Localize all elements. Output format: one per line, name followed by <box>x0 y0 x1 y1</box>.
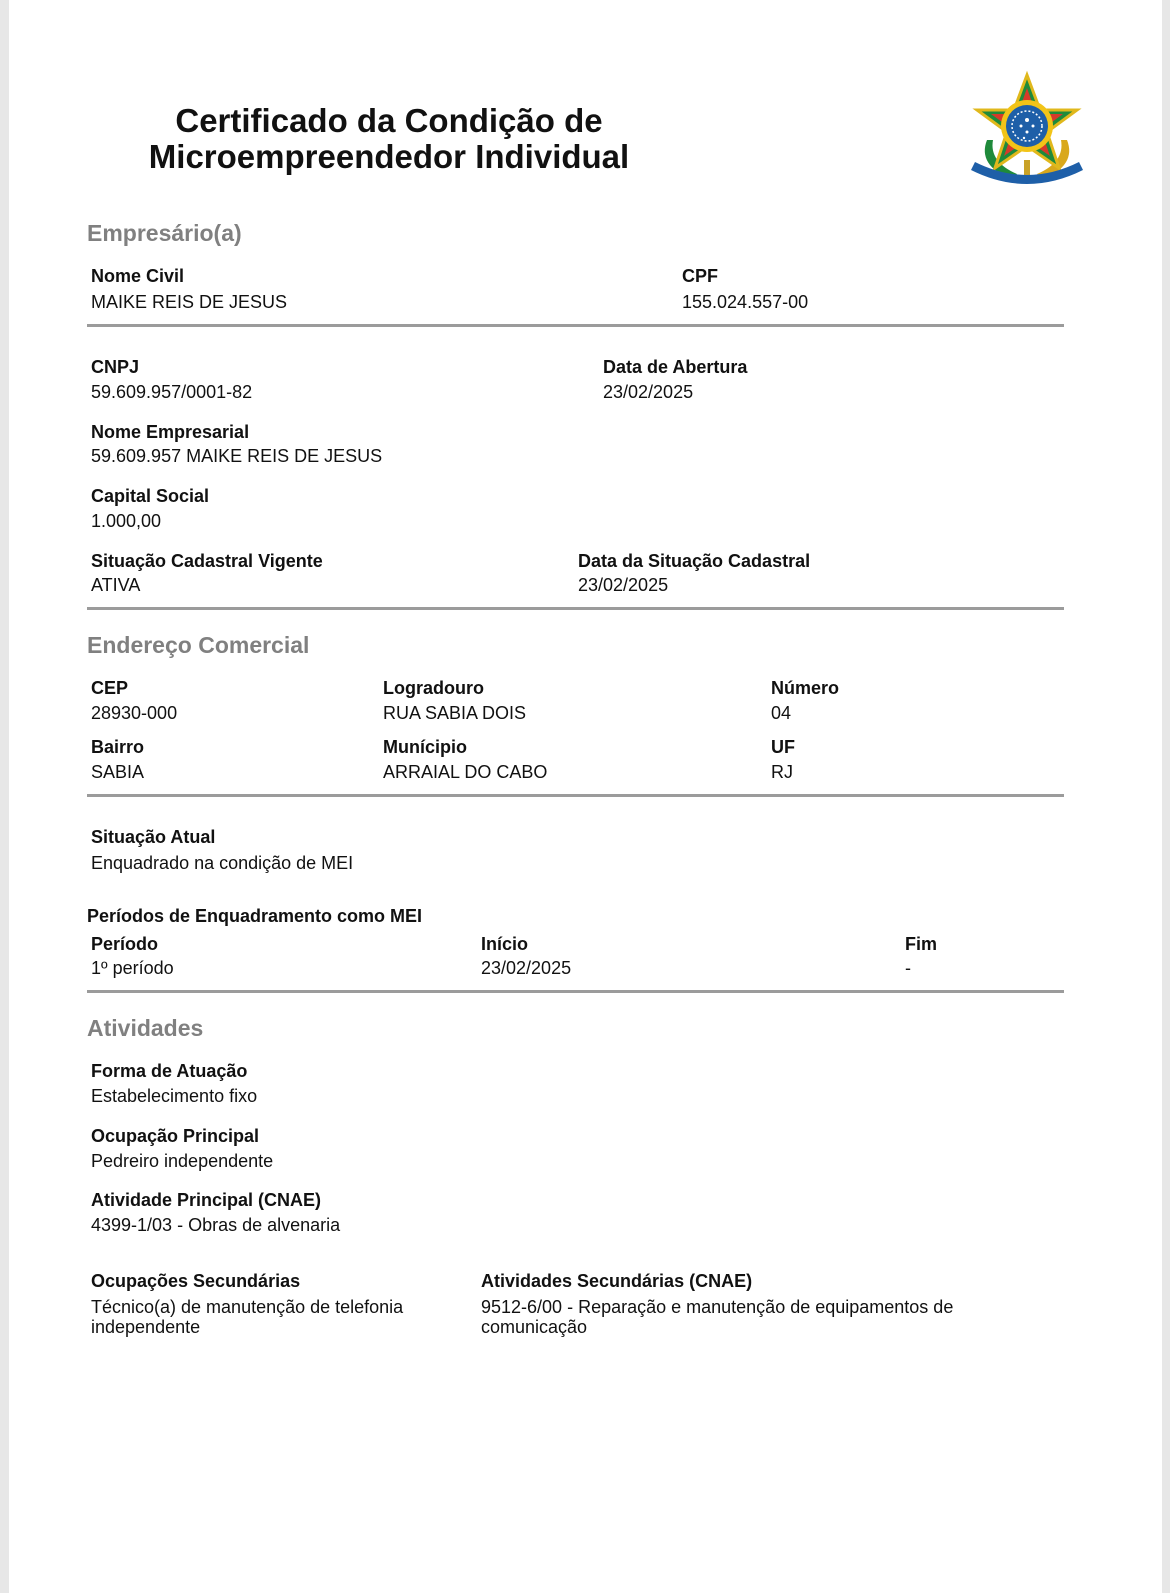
data-abertura-value: 23/02/2025 <box>603 382 694 402</box>
section-atividades-title: Atividades <box>87 1015 204 1041</box>
bairro-value: SABIA <box>91 762 145 782</box>
document-title <box>119 103 659 175</box>
uf-value: RJ <box>771 762 793 782</box>
numero-label: Número <box>771 678 840 698</box>
periodo-column-header: Período <box>91 934 159 954</box>
capital-social-label: Capital Social <box>91 486 210 506</box>
numero-value: 04 <box>771 703 792 723</box>
municipio-label: Munícipio <box>383 737 467 757</box>
divider <box>87 324 1064 327</box>
nome-civil-value: MAIKE REIS DE JESUS <box>91 292 288 312</box>
cep-value: 28930-000 <box>91 703 178 723</box>
data-situacao-value: 23/02/2025 <box>578 575 669 595</box>
ocupacoes-secundarias-value: Técnico(a) de manutenção de telefonia independente <box>91 1297 404 1337</box>
cpf-value: 155.024.557-00 <box>682 292 809 312</box>
section-empresario-title: Empresário(a) <box>87 220 242 246</box>
forma-atuacao-label: Forma de Atuação <box>91 1061 248 1081</box>
data-situacao-label: Data da Situação Cadastral <box>578 551 811 571</box>
situacao-cadastral-value: ATIVA <box>91 575 141 595</box>
cnpj-label: CNPJ <box>91 357 140 377</box>
situacao-cadastral-label: Situação Cadastral Vigente <box>91 551 323 571</box>
brazil-coat-of-arms-icon <box>967 70 1087 190</box>
periodos-title: Períodos de Enquadramento como MEI <box>87 906 423 926</box>
situacao-atual-value: Enquadrado na condição de MEI <box>91 853 354 873</box>
nome-civil-label: Nome Civil <box>91 266 185 286</box>
title-line-1: Certificado da Condição de <box>175 102 603 139</box>
logradouro-label: Logradouro <box>383 678 484 698</box>
cnpj-value: 59.609.957/0001-82 <box>91 382 253 402</box>
cpf-label: CPF <box>682 266 718 286</box>
uf-label: UF <box>771 737 795 757</box>
divider <box>87 990 1064 993</box>
atividade-principal-label: Atividade Principal (CNAE) <box>91 1190 322 1210</box>
periodo-cell: 1º período <box>91 958 174 978</box>
forma-atuacao-value: Estabelecimento fixo <box>91 1086 258 1106</box>
capital-social-value: 1.000,00 <box>91 511 162 531</box>
fim-column-header: Fim <box>905 934 938 954</box>
title-line-2: Microempreendedor Individual <box>148 138 630 175</box>
fim-cell: - <box>905 958 911 978</box>
atividades-secundarias-value: 9512-6/00 - Reparação e manutenção de equipamentos de comunicação <box>481 1297 954 1337</box>
ocupacao-principal-label: Ocupação Principal <box>91 1126 260 1146</box>
cep-label: CEP <box>91 678 129 698</box>
certificate-page <box>9 0 1162 1593</box>
divider <box>87 794 1064 797</box>
ocupacao-principal-value: Pedreiro independente <box>91 1151 274 1171</box>
atividades-secundarias-label: Atividades Secundárias (CNAE) <box>481 1271 753 1291</box>
atividade-principal-value: 4399-1/03 - Obras de alvenaria <box>91 1215 341 1235</box>
situacao-atual-label: Situação Atual <box>91 827 216 847</box>
section-endereco-title: Endereço Comercial <box>87 632 310 658</box>
municipio-value: ARRAIAL DO CABO <box>383 762 548 782</box>
nome-empresarial-label: Nome Empresarial <box>91 422 250 442</box>
inicio-column-header: Início <box>481 934 529 954</box>
nome-empresarial-value: 59.609.957 MAIKE REIS DE JESUS <box>91 446 383 466</box>
divider <box>87 607 1064 610</box>
data-abertura-label: Data de Abertura <box>603 357 748 377</box>
bairro-label: Bairro <box>91 737 145 757</box>
inicio-cell: 23/02/2025 <box>481 958 572 978</box>
ocupacoes-secundarias-label: Ocupações Secundárias <box>91 1271 301 1291</box>
logradouro-value: RUA SABIA DOIS <box>383 703 527 723</box>
